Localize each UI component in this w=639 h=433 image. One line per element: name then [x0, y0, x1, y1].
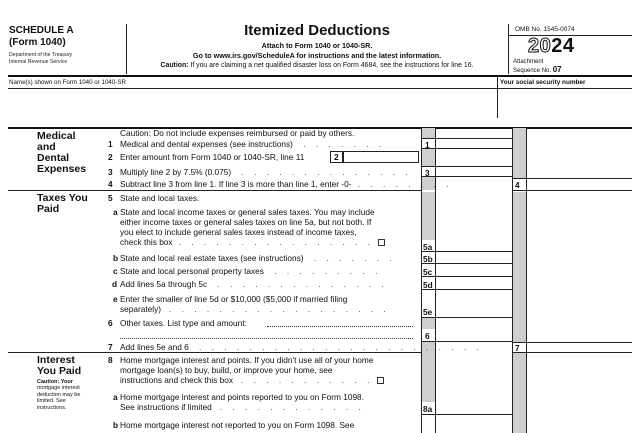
medical-caution [120, 128, 354, 138]
box-label: 5e [423, 307, 433, 317]
form-title: Itemized Deductions [244, 22, 390, 39]
line-number: 6 [108, 318, 113, 328]
line-6-label: Other taxes. List type and amount: [120, 318, 247, 328]
title-line: Expenses [37, 163, 87, 175]
line-5a-amount[interactable] [437, 241, 511, 251]
line-2-amount[interactable] [343, 151, 419, 163]
line-5e-amount[interactable] [437, 305, 511, 317]
line-8-line: Home mortgage interest and points. If you didn't use all of your home [120, 355, 374, 365]
box-label: 5a [423, 242, 433, 252]
line-number: 7 [108, 342, 113, 352]
title-line: Dental [37, 152, 70, 164]
caution-line [128, 62, 506, 69]
line-number: 2 [108, 152, 113, 162]
caution-line: instructions. [37, 404, 67, 411]
title-line: Medical [37, 130, 76, 142]
line-2-label: Enter amount from Form 1040 or 1040-SR, line 11 [120, 152, 305, 162]
line-4-amount[interactable] [528, 179, 631, 190]
title-line: Interest [37, 354, 75, 366]
box-label: 1 [425, 140, 430, 150]
line-5a-line: either income taxes or general sales taxes on line 5a, but not both. If [120, 217, 372, 227]
line-6-amount[interactable] [437, 329, 511, 341]
line-8-text: Home mortgage interest and points. If you didn't use all of your home mortgage loan(s) to buy, build, or improve your home, see instructions and check this box . . . . . . . . . . . [120, 355, 384, 385]
line-letter: b [113, 253, 119, 263]
box-label: 3 [425, 168, 430, 178]
line-letter: b [113, 420, 119, 430]
caution-label: Caution: [160, 62, 189, 69]
schedule-name: SCHEDULE A [9, 25, 74, 36]
line-5a-line: check this box [120, 237, 173, 247]
department-label [9, 52, 72, 65]
line-number: 4 [108, 179, 113, 189]
line-1-amount[interactable] [437, 139, 511, 148]
box-label: 6 [425, 331, 430, 341]
line-3-text: Multiply line 2 by 7.5% (0.075) . . . . . . . . . . . . . . [120, 167, 412, 177]
box-label: 5d [423, 280, 433, 290]
line-5b-amount[interactable] [437, 252, 511, 263]
line-4-text: Subtract line 3 from line 1. If line 3 is more than line 1, enter -0- . . . . . . . . [120, 179, 453, 189]
caution-line: Caution: Your [37, 379, 73, 385]
section-title-interest [37, 355, 81, 377]
box-label: 8a [423, 404, 433, 414]
section-title-taxes [37, 193, 88, 215]
line-5d-text: Add lines 5a through 5c . . . . . . . . . . . . . . [120, 279, 388, 289]
sales-tax-checkbox[interactable] [378, 239, 385, 246]
box-label: 2 [334, 152, 339, 162]
line-letter: c [113, 266, 118, 276]
line-5b-label: State and local real estate taxes (see instructions) [120, 253, 304, 263]
names-field-label: Name(s) shown on Form 1040 or 1040-SR [9, 79, 126, 86]
title-line: You Paid [37, 365, 82, 377]
line-7-label: Add lines 5e and 6 [120, 342, 189, 352]
line-5e-text: Enter the smaller of line 5d or $10,000 ($5,000 if married filing separately) . . . . . . . . . . . . . . . . . . [120, 294, 390, 314]
ssn-field-label: Your social security number [500, 79, 586, 86]
medical-caution-text: Caution: Do not include expenses reimbursed or paid by others. [120, 128, 355, 138]
line-5c-text: State and local personal property taxes . . . . . . . . . [120, 266, 382, 276]
line-letter: d [112, 279, 118, 289]
line-5e-line: separately) [120, 304, 162, 314]
tax-year-bold: 24 [551, 35, 575, 57]
line-number: 3 [108, 167, 113, 177]
line-5a-text: State and local income taxes or general sales taxes. You may include either income taxes or general sales taxes on line 5a, but not both. If you elect to include general sales taxes instead of income taxes, check this box . . . . . . . . . . . . . . . . [120, 207, 385, 247]
line-5c-label: State and local personal property taxes [120, 266, 264, 276]
line-number: 5 [108, 193, 113, 203]
box-label: 7 [515, 343, 520, 353]
line-5d-label: Add lines 5a through 5c [120, 279, 208, 289]
line-5-label: State and local taxes. [120, 193, 200, 203]
line-letter: a [113, 207, 118, 217]
attachment-sequence [513, 59, 562, 75]
line-number: 1 [108, 139, 113, 149]
title-line: Paid [37, 203, 60, 215]
line-7-amount[interactable] [528, 343, 631, 352]
department-line-2: Internal Revenue Service [9, 58, 68, 65]
interest-caution [37, 379, 80, 411]
tax-year-outline: 20 [528, 35, 552, 57]
caution-line: deduction may be [37, 391, 81, 398]
title-line: and [37, 141, 56, 153]
line-number: 8 [108, 355, 113, 365]
line-8a-line: Home mortgage interest and points reported to you on Form 1098. [120, 392, 364, 402]
line-5b-text: State and local real estate taxes (see instructions) . . . . . . . [120, 253, 396, 263]
tax-year [528, 35, 575, 58]
line-5e-line: Enter the smaller of line 5d or $10,000 ($5,000 if married filing [120, 294, 348, 304]
line-8-line: mortgage loan(s) to buy, build, or improve your home, see [120, 365, 333, 375]
names-input[interactable] [9, 89, 495, 117]
line-5a-line: State and local income taxes or general sales taxes. You may include [120, 207, 375, 217]
department-line-1: Department of the Treasury [9, 52, 73, 58]
line-8a-amount[interactable] [437, 402, 511, 414]
line-5c-amount[interactable] [437, 264, 511, 276]
attach-line: Attach to Form 1040 or 1040-SR. [261, 41, 373, 50]
box-label: 4 [515, 180, 520, 190]
goto-line: Go to www.irs.gov/ScheduleA for instructions and the latest information. [192, 51, 442, 60]
section-title-medical [37, 131, 86, 175]
sequence-number: 07 [552, 65, 562, 74]
omb-number: OMB No. 1545-0074 [515, 26, 575, 33]
line-5d-amount[interactable] [437, 277, 511, 289]
sequence-label: Sequence No. [513, 68, 552, 74]
line-3-amount[interactable] [437, 167, 511, 176]
line-8a-text: Home mortgage interest and points reported to you on Form 1098. See instructions if limited . . . . . . . . . . . . [120, 392, 365, 412]
line-5a-line: you elect to include general sales taxes instead of income taxes, [120, 227, 357, 237]
line-1-label: Medical and dental expenses (see instructions) [120, 139, 293, 149]
ssn-input[interactable] [499, 89, 631, 117]
line-8a-line: See instructions if limited [120, 402, 212, 412]
line-letter: e [113, 294, 118, 304]
mortgage-limit-checkbox[interactable] [377, 377, 384, 384]
title-line: Taxes You [37, 192, 88, 204]
caution-line: mortgage interest [37, 385, 80, 392]
line-letter: a [113, 392, 118, 402]
other-taxes-input[interactable] [267, 318, 417, 338]
schedule-label [9, 25, 74, 49]
line-1-text: Medical and dental expenses (see instructions) . . . . . . . [120, 139, 386, 149]
caution-line: limited. See [37, 398, 66, 405]
box-label: 5b [423, 254, 433, 264]
line-4-label: Subtract line 3 from line 1. If line 3 is more than line 1, enter -0- [120, 179, 352, 189]
line-8b-label: Home mortgage interest not reported to you on Form 1098. See [120, 420, 355, 430]
caution-text: If you are claiming a net qualified disaster loss on Form 4684, see the instructions for line 16. [190, 62, 474, 69]
attachment-label: Attachment [513, 59, 544, 65]
form-number: (Form 1040) [9, 37, 66, 48]
line-7-text: Add lines 5e and 6 . . . . . . . . . . . . . . . . . . . . . . . [120, 342, 483, 352]
box-label: 5c [423, 267, 433, 277]
line-3-label: Multiply line 2 by 7.5% (0.075) [120, 167, 232, 177]
line-8-line: instructions and check this box [120, 375, 233, 385]
